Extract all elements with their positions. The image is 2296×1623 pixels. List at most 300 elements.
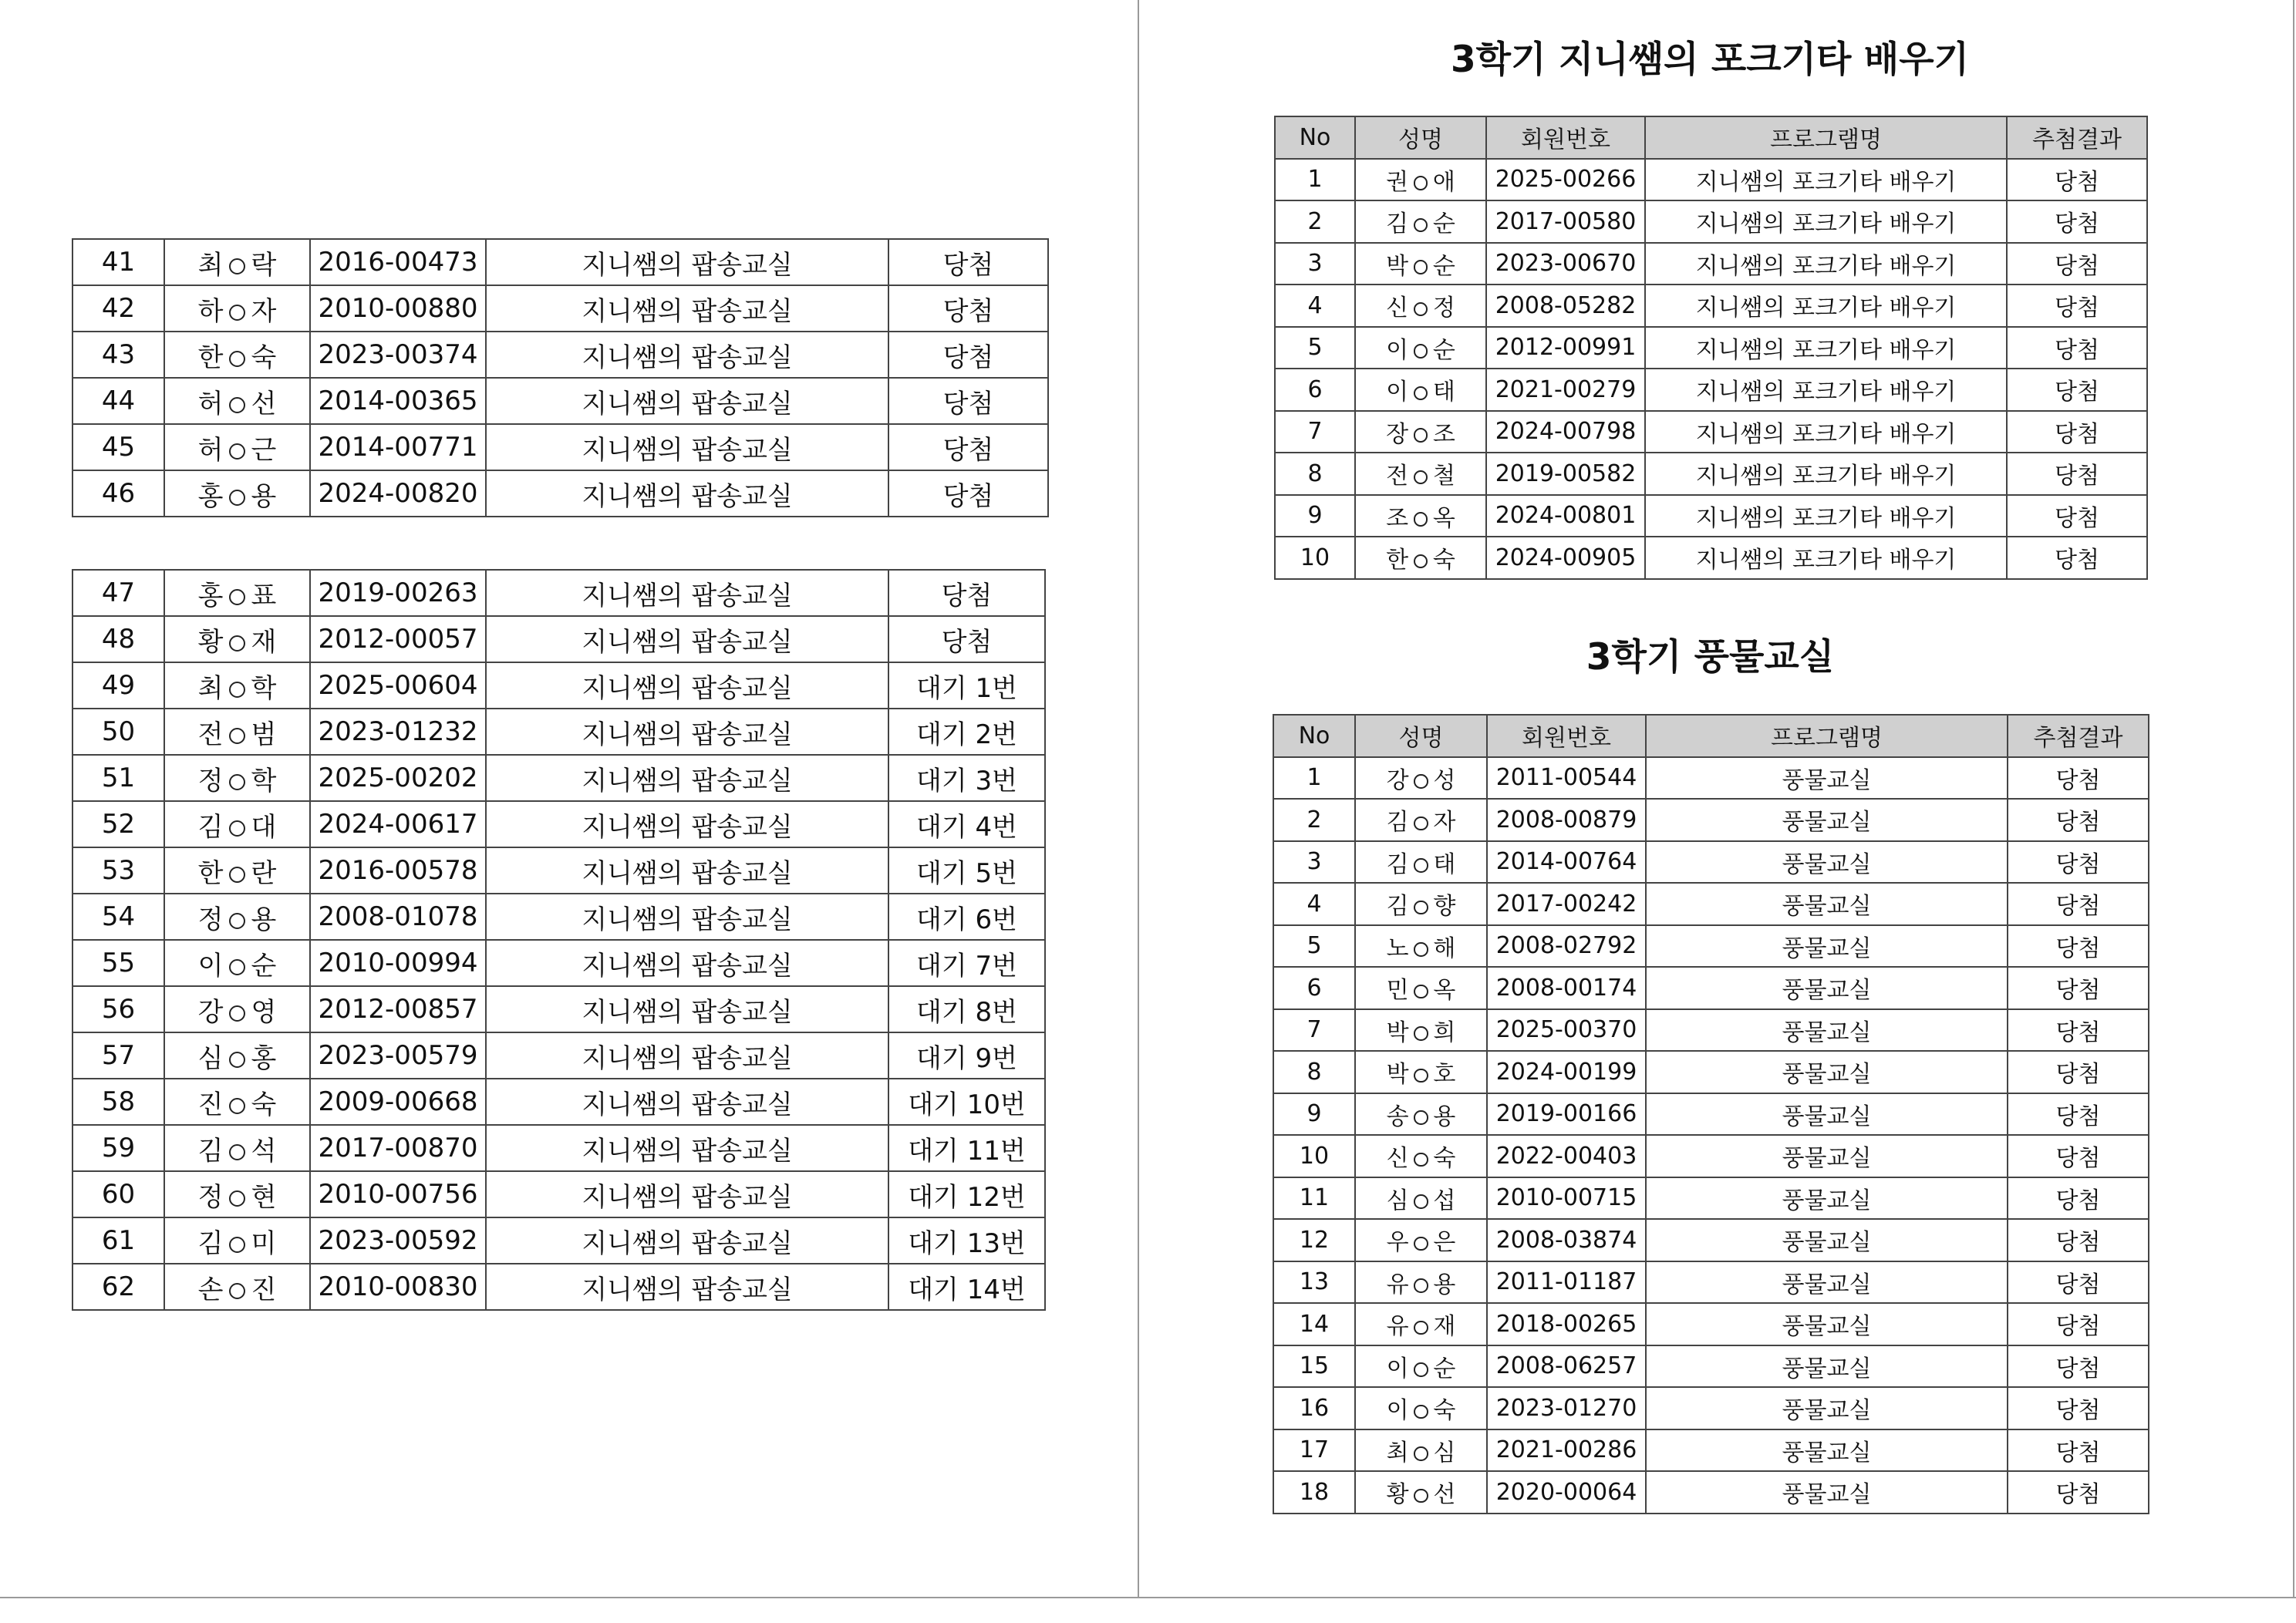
name-given: 태 bbox=[1432, 379, 1455, 406]
guitar-section-title: 3학기 지니쌤의 포크기타 배우기 bbox=[1450, 39, 1970, 81]
member-id: 2010-00756 bbox=[310, 1171, 486, 1217]
name-given: 범 bbox=[251, 719, 277, 750]
program-name: 지니쌤의 팝송교실 bbox=[486, 1125, 888, 1171]
lottery-result: 당첨 bbox=[2008, 883, 2149, 925]
member-id: 2024-00617 bbox=[310, 801, 486, 847]
popsong-row bbox=[72, 940, 1045, 986]
popsong-row bbox=[72, 1079, 1045, 1125]
column-header: No bbox=[1275, 116, 1355, 159]
member-id: 2017-00580 bbox=[1486, 200, 1645, 243]
member-id: 2011-01187 bbox=[1487, 1261, 1646, 1304]
name-surname: 노 bbox=[1386, 934, 1409, 962]
name-given: 숙 bbox=[1433, 1145, 1456, 1173]
name-mask-circle-icon bbox=[229, 589, 245, 605]
program-name: 지니쌤의 팝송교실 bbox=[486, 709, 888, 755]
name-mask-circle-icon bbox=[1414, 985, 1428, 999]
row-number: 59 bbox=[72, 1125, 164, 1171]
member-name bbox=[1355, 1051, 1487, 1093]
program-name: 지니쌤의 포크기타 배우기 bbox=[1645, 327, 2007, 369]
member-id: 2014-00771 bbox=[310, 424, 486, 470]
name-given: 태 bbox=[1433, 850, 1456, 878]
name-mask-circle-icon bbox=[1414, 470, 1428, 485]
name-given: 자 bbox=[1433, 809, 1456, 837]
name-surname: 이 bbox=[1386, 336, 1409, 364]
program-name: 풍물교실 bbox=[1646, 1177, 2008, 1220]
program-name: 지니쌤의 팝송교실 bbox=[486, 986, 888, 1032]
name-surname: 조 bbox=[1386, 504, 1409, 532]
name-given: 락 bbox=[251, 249, 277, 281]
lottery-result: 대기 9번 bbox=[888, 1032, 1045, 1079]
name-surname: 김 bbox=[197, 1227, 224, 1259]
row-number: 58 bbox=[72, 1079, 164, 1125]
lottery-result: 당첨 bbox=[888, 239, 1048, 285]
name-surname: 김 bbox=[197, 1135, 224, 1167]
name-surname: 전 bbox=[197, 719, 224, 750]
name-mask-circle-icon bbox=[229, 351, 245, 367]
name-mask-circle-icon bbox=[229, 1052, 245, 1068]
lottery-result: 대기 14번 bbox=[888, 1264, 1045, 1310]
name-mask-circle-icon bbox=[229, 728, 245, 744]
lottery-result: 당첨 bbox=[2008, 841, 2149, 884]
name-surname: 한 bbox=[1386, 547, 1409, 574]
name-given: 용 bbox=[251, 904, 277, 935]
row-number: 56 bbox=[72, 986, 164, 1032]
name-surname: 강 bbox=[197, 996, 224, 1028]
pungmul-table-header bbox=[1273, 715, 2149, 757]
lottery-result: 당첨 bbox=[888, 378, 1048, 424]
name-given: 은 bbox=[1433, 1229, 1456, 1257]
name-given: 석 bbox=[251, 1135, 277, 1167]
name-given: 용 bbox=[1433, 1103, 1456, 1130]
row-number: 17 bbox=[1273, 1429, 1355, 1472]
lottery-result: 대기 8번 bbox=[888, 986, 1045, 1032]
row-number: 6 bbox=[1273, 967, 1355, 1009]
row-number: 3 bbox=[1275, 243, 1355, 285]
member-name bbox=[164, 801, 310, 847]
member-name bbox=[164, 1264, 310, 1310]
popsong-row bbox=[72, 801, 1045, 847]
name-surname: 최 bbox=[1386, 1439, 1409, 1466]
row-number: 18 bbox=[1273, 1471, 1355, 1514]
lottery-result: 대기 13번 bbox=[888, 1217, 1045, 1264]
member-id: 2022-00403 bbox=[1487, 1135, 1646, 1177]
program-name: 지니쌤의 팝송교실 bbox=[486, 332, 888, 378]
member-name bbox=[1355, 285, 1486, 327]
member-id: 2020-00064 bbox=[1487, 1471, 1646, 1514]
guitar-row bbox=[1275, 159, 2147, 201]
name-surname: 황 bbox=[197, 626, 224, 658]
name-given: 선 bbox=[1433, 1481, 1456, 1509]
lottery-result: 당첨 bbox=[2008, 1429, 2149, 1472]
guitar-row bbox=[1275, 537, 2147, 579]
popsong-table-part1 bbox=[72, 238, 1049, 517]
program-name: 지니쌤의 팝송교실 bbox=[486, 847, 888, 894]
pungmul-row bbox=[1273, 1135, 2149, 1177]
name-surname: 진 bbox=[197, 1089, 224, 1120]
name-given: 근 bbox=[251, 434, 277, 466]
name-given: 선 bbox=[251, 388, 277, 419]
member-id: 2024-00801 bbox=[1486, 495, 1645, 537]
member-name bbox=[164, 378, 310, 424]
member-name bbox=[164, 755, 310, 801]
name-mask-circle-icon bbox=[1414, 817, 1428, 831]
program-name: 풍물교실 bbox=[1646, 1303, 2008, 1345]
program-name: 지니쌤의 포크기타 배우기 bbox=[1645, 369, 2007, 411]
member-id: 2008-06257 bbox=[1487, 1345, 1646, 1388]
row-number: 47 bbox=[72, 570, 164, 616]
name-given: 향 bbox=[1433, 893, 1456, 921]
name-surname: 손 bbox=[197, 1274, 224, 1305]
page-border-right bbox=[2293, 0, 2294, 1598]
program-name: 지니쌤의 포크기타 배우기 bbox=[1645, 537, 2007, 579]
program-name: 지니쌤의 팝송교실 bbox=[486, 239, 888, 285]
member-name bbox=[164, 332, 310, 378]
member-id: 2017-00242 bbox=[1487, 883, 1646, 925]
member-name bbox=[164, 616, 310, 662]
program-name: 풍물교실 bbox=[1646, 1093, 2008, 1136]
name-given: 재 bbox=[1433, 1313, 1456, 1341]
popsong-row bbox=[72, 378, 1048, 424]
name-given: 영 bbox=[251, 996, 277, 1028]
pungmul-row bbox=[1273, 799, 2149, 841]
program-name: 풍물교실 bbox=[1646, 1429, 2008, 1472]
popsong-row bbox=[72, 894, 1045, 940]
name-surname: 전 bbox=[1386, 463, 1409, 490]
row-number: 12 bbox=[1273, 1219, 1355, 1261]
member-name bbox=[1355, 967, 1487, 1009]
row-number: 49 bbox=[72, 662, 164, 709]
member-name bbox=[164, 986, 310, 1032]
member-name bbox=[164, 847, 310, 894]
column-header: 추첨결과 bbox=[2007, 116, 2147, 159]
program-name: 지니쌤의 포크기타 배우기 bbox=[1645, 159, 2007, 201]
member-id: 2023-01270 bbox=[1487, 1387, 1646, 1429]
name-given: 호 bbox=[1433, 1061, 1456, 1089]
row-number: 10 bbox=[1273, 1135, 1355, 1177]
member-name bbox=[164, 940, 310, 986]
member-name bbox=[1355, 411, 1486, 453]
member-id: 2008-02792 bbox=[1487, 925, 1646, 968]
name-mask-circle-icon bbox=[1414, 1153, 1428, 1167]
program-name: 풍물교실 bbox=[1646, 799, 2008, 841]
name-surname: 김 bbox=[1386, 809, 1409, 837]
row-number: 60 bbox=[72, 1171, 164, 1217]
guitar-row bbox=[1275, 285, 2147, 327]
program-name: 풍물교실 bbox=[1646, 1261, 2008, 1304]
program-name: 풍물교실 bbox=[1646, 1009, 2008, 1052]
name-mask-circle-icon bbox=[1414, 1321, 1428, 1335]
name-mask-circle-icon bbox=[229, 913, 245, 929]
name-surname: 정 bbox=[197, 904, 224, 935]
row-number: 6 bbox=[1275, 369, 1355, 411]
name-given: 순 bbox=[1432, 336, 1455, 364]
name-given: 숙 bbox=[1433, 1397, 1456, 1425]
name-given: 학 bbox=[251, 765, 277, 796]
name-given: 학 bbox=[251, 672, 277, 704]
name-mask-circle-icon bbox=[1414, 512, 1428, 527]
program-name: 풍물교실 bbox=[1646, 883, 2008, 925]
member-id: 2021-00286 bbox=[1487, 1429, 1646, 1472]
name-surname: 한 bbox=[197, 857, 224, 889]
name-surname: 정 bbox=[197, 1181, 224, 1213]
program-name: 지니쌤의 팝송교실 bbox=[486, 1171, 888, 1217]
name-mask-circle-icon bbox=[229, 1005, 245, 1022]
column-header: No bbox=[1273, 715, 1355, 757]
name-mask-circle-icon bbox=[229, 1237, 245, 1253]
name-mask-circle-icon bbox=[1414, 1405, 1428, 1419]
pungmul-row bbox=[1273, 1093, 2149, 1136]
program-name: 풍물교실 bbox=[1646, 757, 2008, 800]
member-name bbox=[1355, 925, 1487, 968]
lottery-result: 대기 1번 bbox=[888, 662, 1045, 709]
program-name: 지니쌤의 팝송교실 bbox=[486, 378, 888, 424]
member-name bbox=[1355, 883, 1487, 925]
member-name bbox=[1355, 327, 1486, 369]
member-name bbox=[1355, 1177, 1487, 1220]
popsong-row bbox=[72, 847, 1045, 894]
name-surname: 민 bbox=[1386, 977, 1409, 1005]
program-name: 풍물교실 bbox=[1646, 1345, 2008, 1388]
popsong-row bbox=[72, 1264, 1045, 1310]
lottery-result: 당첨 bbox=[2008, 925, 2149, 968]
guitar-row bbox=[1275, 369, 2147, 411]
lottery-result: 당첨 bbox=[2008, 757, 2149, 800]
pungmul-row bbox=[1273, 1429, 2149, 1472]
member-id: 2025-00370 bbox=[1487, 1009, 1646, 1052]
member-name bbox=[1355, 1093, 1487, 1136]
column-header: 회원번호 bbox=[1487, 715, 1646, 757]
member-name bbox=[164, 709, 310, 755]
member-name bbox=[1355, 453, 1486, 495]
name-surname: 유 bbox=[1386, 1313, 1409, 1341]
column-header: 프로그램명 bbox=[1646, 715, 2008, 757]
pungmul-row bbox=[1273, 841, 2149, 884]
member-id: 2014-00764 bbox=[1487, 841, 1646, 884]
program-name: 지니쌤의 팝송교실 bbox=[486, 1264, 888, 1310]
name-given: 애 bbox=[1432, 168, 1455, 196]
lottery-result: 당첨 bbox=[2007, 411, 2147, 453]
member-name bbox=[164, 662, 310, 709]
row-number: 44 bbox=[72, 378, 164, 424]
popsong-row bbox=[72, 285, 1048, 332]
program-name: 풍물교실 bbox=[1646, 925, 2008, 968]
lottery-result: 대기 12번 bbox=[888, 1171, 1045, 1217]
name-mask-circle-icon bbox=[1414, 554, 1428, 569]
program-name: 지니쌤의 포크기타 배우기 bbox=[1645, 495, 2007, 537]
row-number: 7 bbox=[1273, 1009, 1355, 1052]
name-mask-circle-icon bbox=[1414, 344, 1428, 359]
name-surname: 황 bbox=[1386, 1481, 1409, 1509]
name-surname: 이 bbox=[1386, 379, 1409, 406]
member-id: 2012-00057 bbox=[310, 616, 486, 662]
name-given: 성 bbox=[1433, 766, 1456, 794]
lottery-result: 당첨 bbox=[2008, 1303, 2149, 1345]
program-name: 풍물교실 bbox=[1646, 841, 2008, 884]
member-id: 2023-00592 bbox=[310, 1217, 486, 1264]
name-given: 심 bbox=[1433, 1439, 1456, 1466]
name-given: 조 bbox=[1432, 420, 1455, 448]
page-divider bbox=[1138, 0, 1139, 1598]
member-name bbox=[1355, 1471, 1487, 1514]
lottery-result: 당첨 bbox=[2008, 1051, 2149, 1093]
member-name bbox=[164, 239, 310, 285]
lottery-result: 당첨 bbox=[2008, 1471, 2149, 1514]
pungmul-row bbox=[1273, 1009, 2149, 1052]
program-name: 지니쌤의 팝송교실 bbox=[486, 940, 888, 986]
name-surname: 정 bbox=[197, 765, 224, 796]
column-header: 추첨결과 bbox=[2008, 715, 2149, 757]
lottery-result: 당첨 bbox=[2008, 1345, 2149, 1388]
row-number: 1 bbox=[1273, 757, 1355, 800]
row-number: 13 bbox=[1273, 1261, 1355, 1304]
member-name bbox=[1355, 1303, 1487, 1345]
member-id: 2008-00174 bbox=[1487, 967, 1646, 1009]
member-name bbox=[1355, 1009, 1487, 1052]
member-name bbox=[1355, 159, 1486, 201]
row-number: 4 bbox=[1273, 883, 1355, 925]
member-name bbox=[1355, 495, 1486, 537]
column-header: 회원번호 bbox=[1486, 116, 1645, 159]
lottery-result: 당첨 bbox=[2008, 967, 2149, 1009]
program-name: 지니쌤의 팝송교실 bbox=[486, 662, 888, 709]
row-number: 9 bbox=[1273, 1093, 1355, 1136]
member-name bbox=[164, 894, 310, 940]
name-given: 자 bbox=[251, 295, 277, 327]
member-id: 2023-00374 bbox=[310, 332, 486, 378]
name-surname: 유 bbox=[1386, 1271, 1409, 1298]
lottery-result: 당첨 bbox=[888, 285, 1048, 332]
name-surname: 최 bbox=[197, 672, 224, 704]
name-surname: 홍 bbox=[197, 580, 224, 611]
name-surname: 박 bbox=[1386, 1061, 1409, 1089]
popsong-row bbox=[72, 986, 1045, 1032]
column-header: 성명 bbox=[1355, 715, 1487, 757]
name-given: 란 bbox=[251, 857, 277, 889]
program-name: 풍물교실 bbox=[1646, 1387, 2008, 1429]
popsong-row bbox=[72, 709, 1045, 755]
name-surname: 신 bbox=[1386, 1145, 1409, 1173]
lottery-result: 당첨 bbox=[2007, 537, 2147, 579]
name-surname: 박 bbox=[1386, 1019, 1409, 1046]
lottery-result: 당첨 bbox=[2008, 1219, 2149, 1261]
lottery-result: 당첨 bbox=[2007, 495, 2147, 537]
name-surname: 강 bbox=[1386, 766, 1409, 794]
program-name: 지니쌤의 팝송교실 bbox=[486, 424, 888, 470]
member-id: 2023-00670 bbox=[1486, 243, 1645, 285]
lottery-result: 당첨 bbox=[2007, 200, 2147, 243]
program-name: 지니쌤의 팝송교실 bbox=[486, 1217, 888, 1264]
program-name: 풍물교실 bbox=[1646, 1219, 2008, 1261]
member-id: 2024-00820 bbox=[310, 470, 486, 517]
name-surname: 신 bbox=[1386, 295, 1409, 322]
lottery-result: 대기 5번 bbox=[888, 847, 1045, 894]
name-mask-circle-icon bbox=[1414, 218, 1428, 233]
pungmul-section-title: 3학기 풍물교실 bbox=[1586, 636, 1835, 678]
page-border-bottom bbox=[0, 1597, 2296, 1598]
name-mask-circle-icon bbox=[1414, 1110, 1428, 1125]
guitar-row bbox=[1275, 411, 2147, 453]
row-number: 5 bbox=[1273, 925, 1355, 968]
program-name: 지니쌤의 팝송교실 bbox=[486, 1032, 888, 1079]
popsong-row bbox=[72, 1032, 1045, 1079]
guitar-table bbox=[1274, 116, 2148, 580]
row-number: 11 bbox=[1273, 1177, 1355, 1220]
name-given: 옥 bbox=[1433, 977, 1456, 1005]
member-name bbox=[164, 1032, 310, 1079]
lottery-result: 대기 10번 bbox=[888, 1079, 1045, 1125]
member-name bbox=[164, 424, 310, 470]
row-number: 46 bbox=[72, 470, 164, 517]
column-header: 프로그램명 bbox=[1645, 116, 2007, 159]
lottery-result: 당첨 bbox=[888, 570, 1045, 616]
pungmul-row bbox=[1273, 1261, 2149, 1304]
pungmul-row bbox=[1273, 1345, 2149, 1388]
program-name: 지니쌤의 포크기타 배우기 bbox=[1645, 411, 2007, 453]
name-surname: 심 bbox=[1386, 1187, 1409, 1214]
program-name: 풍물교실 bbox=[1646, 1471, 2008, 1514]
guitar-row bbox=[1275, 495, 2147, 537]
name-given: 미 bbox=[251, 1227, 277, 1259]
pungmul-row bbox=[1273, 1303, 2149, 1345]
pungmul-table bbox=[1273, 714, 2149, 1514]
member-name bbox=[1355, 841, 1487, 884]
name-surname: 김 bbox=[197, 811, 224, 843]
member-id: 2012-00991 bbox=[1486, 327, 1645, 369]
row-number: 8 bbox=[1273, 1051, 1355, 1093]
column-header: 성명 bbox=[1355, 116, 1486, 159]
member-id: 2021-00279 bbox=[1486, 369, 1645, 411]
name-mask-circle-icon bbox=[229, 635, 245, 652]
member-name bbox=[164, 1079, 310, 1125]
name-surname: 심 bbox=[197, 1042, 224, 1074]
name-mask-circle-icon bbox=[1414, 1026, 1428, 1041]
name-mask-circle-icon bbox=[1414, 302, 1428, 317]
name-given: 정 bbox=[1432, 295, 1455, 322]
pungmul-row bbox=[1273, 967, 2149, 1009]
member-id: 2008-01078 bbox=[310, 894, 486, 940]
member-name bbox=[1355, 537, 1486, 579]
member-id: 2008-05282 bbox=[1486, 285, 1645, 327]
member-name bbox=[1355, 243, 1486, 285]
lottery-result: 당첨 bbox=[2007, 369, 2147, 411]
lottery-result: 대기 11번 bbox=[888, 1125, 1045, 1171]
member-id: 2008-03874 bbox=[1487, 1219, 1646, 1261]
row-number: 50 bbox=[72, 709, 164, 755]
program-name: 지니쌤의 팝송교실 bbox=[486, 755, 888, 801]
member-name bbox=[1355, 1219, 1487, 1261]
name-mask-circle-icon bbox=[1414, 1278, 1428, 1293]
popsong-row bbox=[72, 662, 1045, 709]
member-name bbox=[164, 470, 310, 517]
member-id: 2025-00604 bbox=[310, 662, 486, 709]
name-surname: 이 bbox=[1386, 1355, 1409, 1382]
program-name: 풍물교실 bbox=[1646, 1051, 2008, 1093]
guitar-row bbox=[1275, 200, 2147, 243]
member-id: 2010-00830 bbox=[310, 1264, 486, 1310]
popsong-row bbox=[72, 616, 1045, 662]
member-name bbox=[164, 285, 310, 332]
lottery-result: 당첨 bbox=[888, 424, 1048, 470]
name-mask-circle-icon bbox=[229, 1098, 245, 1114]
pungmul-row bbox=[1273, 1387, 2149, 1429]
member-name bbox=[1355, 1135, 1487, 1177]
name-surname: 김 bbox=[1386, 893, 1409, 921]
lottery-result: 당첨 bbox=[2007, 327, 2147, 369]
guitar-row bbox=[1275, 327, 2147, 369]
program-name: 지니쌤의 포크기타 배우기 bbox=[1645, 453, 2007, 495]
lottery-result: 당첨 bbox=[2007, 159, 2147, 201]
member-id: 2014-00365 bbox=[310, 378, 486, 424]
